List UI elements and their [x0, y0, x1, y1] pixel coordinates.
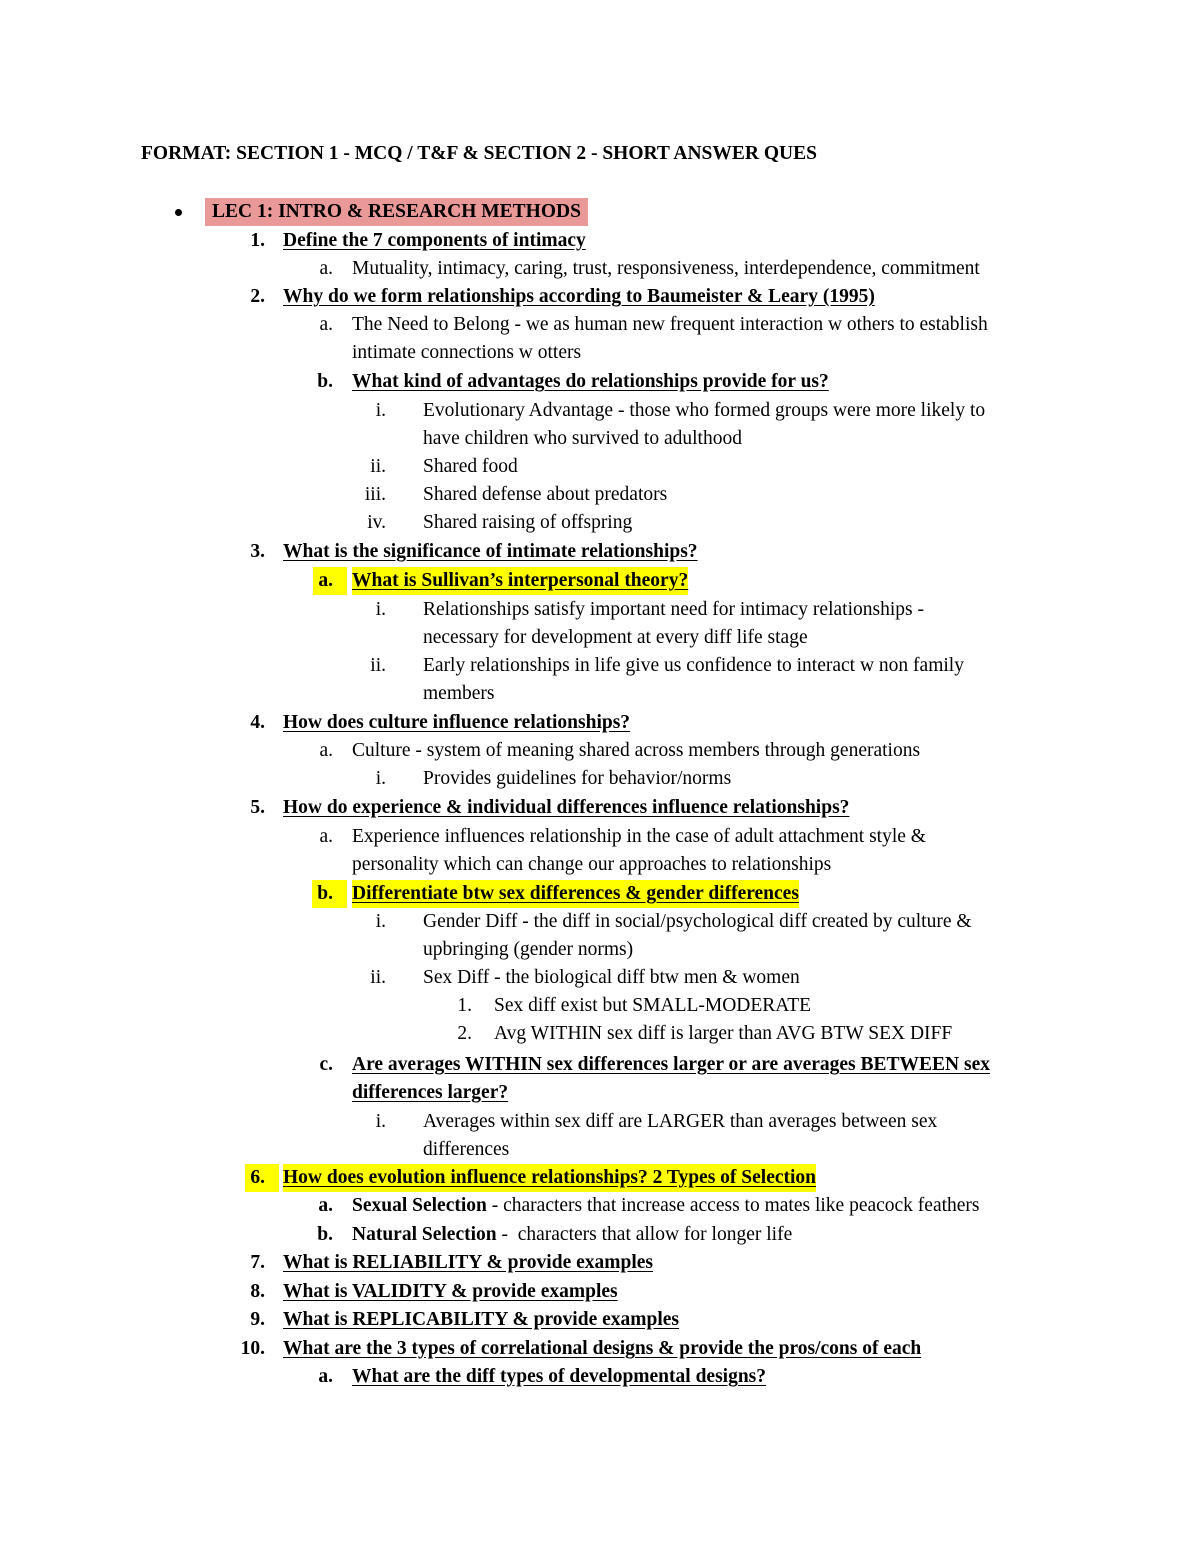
list-marker: i.	[375, 599, 386, 620]
list-marker: 10.	[240, 1338, 265, 1359]
list-marker: a.	[319, 826, 333, 847]
outline-line	[0, 255, 1200, 283]
answer-text: The Need to Belong - we as human new frequent interaction w others to establish	[352, 314, 988, 335]
list-marker: b.	[317, 371, 333, 392]
outline-line	[0, 794, 1200, 822]
outline-line	[0, 509, 1200, 537]
list-marker: a.	[318, 1366, 333, 1387]
list-marker: iii.	[364, 484, 386, 505]
answer-text: Avg WITHIN sex diff is larger than AVG BTW SEX DIFF	[494, 1023, 953, 1044]
list-marker: 9.	[250, 1309, 265, 1330]
answer-text: differences	[423, 1139, 510, 1160]
outline-line	[0, 1335, 1200, 1363]
list-marker: ii.	[370, 456, 386, 477]
list-marker: 2.	[457, 1023, 472, 1044]
list-marker: 1.	[457, 995, 472, 1016]
question-text: Differentiate btw sex differences & gender differences	[352, 880, 799, 908]
outline-line	[0, 1249, 1200, 1277]
outline-line	[0, 1051, 1200, 1079]
list-marker: iv.	[367, 512, 386, 533]
list-marker: 4.	[250, 712, 265, 733]
outline-line	[0, 1192, 1200, 1220]
list-marker: a.	[318, 1195, 333, 1216]
outline-line	[0, 709, 1200, 737]
outline-line	[0, 823, 1200, 851]
outline-line	[0, 538, 1200, 566]
list-marker: ii.	[370, 655, 386, 676]
list-marker: ii.	[370, 967, 386, 988]
outline-line	[0, 339, 1200, 367]
list-marker: a.	[319, 258, 333, 279]
outline-line	[0, 311, 1200, 339]
term-definition: - characters that allow for longer life	[496, 1224, 793, 1245]
answer-text	[352, 1221, 792, 1249]
answer-text: intimate connections w otters	[352, 342, 582, 363]
outline-line	[0, 567, 1200, 595]
format-header	[0, 140, 1200, 168]
outline-line	[0, 1164, 1200, 1192]
answer-text: Evolutionary Advantage - those who formed groups were more likely to	[423, 400, 986, 421]
question-text: Are averages WITHIN sex differences larger or are averages BETWEEN sex	[352, 1054, 990, 1075]
outline-line	[0, 368, 1200, 396]
answer-text: Gender Diff - the diff in social/psychological diff created by culture &	[423, 911, 972, 932]
question-text: What is the significance of intimate relationships?	[283, 541, 698, 562]
answer-text: Provides guidelines for behavior/norms	[423, 768, 732, 789]
outline-line	[0, 765, 1200, 793]
answer-text: members	[423, 683, 495, 704]
list-marker: b.	[317, 1224, 333, 1245]
list-marker: i.	[375, 768, 386, 789]
outline-line	[0, 596, 1200, 624]
question-text: How do experience & individual differences influence relationships?	[283, 797, 850, 818]
list-marker: a.	[319, 740, 333, 761]
outline-line	[0, 1306, 1200, 1334]
outline-line	[0, 1079, 1200, 1107]
outline-line	[0, 652, 1200, 680]
outline-line	[0, 453, 1200, 481]
answer-text: Sex diff exist but SMALL-MODERATE	[494, 995, 812, 1016]
question-text: What is Sullivan’s interpersonal theory?	[352, 567, 688, 595]
list-marker: 5.	[250, 797, 265, 818]
list-marker: i.	[375, 911, 386, 932]
list-marker: 8.	[250, 1281, 265, 1302]
list-marker: 6.	[245, 1164, 279, 1192]
question-text: differences larger?	[352, 1082, 509, 1103]
outline-line	[0, 1221, 1200, 1249]
answer-text: Shared defense about predators	[423, 484, 668, 505]
answer-text: Relationships satisfy important need for intimacy relationships -	[423, 599, 924, 620]
outline-line	[0, 880, 1200, 908]
outline-line	[0, 283, 1200, 311]
list-marker: 1.	[250, 230, 265, 251]
outline-line	[0, 481, 1200, 509]
format-header-text: FORMAT: SECTION 1 - MCQ / T&F & SECTION 2 - SHORT ANSWER QUES	[141, 143, 817, 164]
term-label: Sexual Selection	[352, 1195, 487, 1216]
question-text: Define the 7 components of intimacy	[283, 230, 586, 251]
list-marker: c.	[319, 1054, 333, 1075]
term-definition: - characters that increase access to mates like peacock feathers	[486, 1195, 980, 1216]
answer-text: Mutuality, intimacy, caring, trust, responsiveness, interdependence, commitment	[352, 258, 980, 279]
question-text: What kind of advantages do relationships provide for us?	[352, 371, 829, 392]
outline-line	[0, 1278, 1200, 1306]
answer-text: Early relationships in life give us confidence to interact w non family	[423, 655, 964, 676]
list-marker: 3.	[250, 541, 265, 562]
list-marker: b.	[312, 880, 347, 908]
outline-line	[0, 992, 1200, 1020]
outline-line	[0, 397, 1200, 425]
outline-line	[0, 737, 1200, 765]
outline-line	[0, 1108, 1200, 1136]
answer-text: necessary for development at every diff life stage	[423, 627, 808, 648]
question-text: What are the diff types of developmental designs?	[352, 1366, 767, 1387]
outline-line	[0, 227, 1200, 255]
answer-text: upbringing (gender norms)	[423, 939, 634, 960]
term-label: Natural Selection	[352, 1224, 497, 1245]
answer-text: Shared raising of offspring	[423, 512, 633, 533]
list-marker: a.	[319, 314, 333, 335]
list-marker: i.	[375, 400, 386, 421]
question-text: How does evolution influence relationships? 2 Types of Selection	[283, 1164, 816, 1192]
answer-text: Shared food	[423, 456, 518, 477]
section-title: LEC 1: INTRO & RESEARCH METHODS	[205, 198, 588, 226]
section-heading	[0, 198, 1200, 226]
answer-text: Culture - system of meaning shared across members through generations	[352, 740, 921, 761]
outline-line	[0, 1363, 1200, 1391]
answer-text: have children who survived to adulthood	[423, 428, 742, 449]
outline-line	[0, 1020, 1200, 1048]
question-text: What is RELIABILITY & provide examples	[283, 1252, 654, 1273]
answer-text: personality which can change our approaches to relationships	[352, 854, 832, 875]
list-marker: 7.	[250, 1252, 265, 1273]
answer-text: Experience influences relationship in the case of adult attachment style &	[352, 826, 926, 847]
outline-line	[0, 851, 1200, 879]
outline-line	[0, 964, 1200, 992]
outline-line	[0, 908, 1200, 936]
answer-text: Averages within sex diff are LARGER than averages between sex	[423, 1111, 938, 1132]
outline-line	[0, 624, 1200, 652]
outline-line	[0, 936, 1200, 964]
question-text: How does culture influence relationships?	[283, 712, 631, 733]
list-marker: i.	[375, 1111, 386, 1132]
answer-text: Sex Diff - the biological diff btw men & women	[423, 967, 800, 988]
question-text: Why do we form relationships according to Baumeister & Leary (1995)	[283, 286, 875, 307]
question-text: What is VALIDITY & provide examples	[283, 1281, 618, 1302]
list-marker: a.	[313, 567, 347, 595]
outline-line	[0, 1136, 1200, 1164]
outline-line	[0, 425, 1200, 453]
outline-line	[0, 680, 1200, 708]
answer-text	[352, 1192, 980, 1220]
question-text: What is REPLICABILITY & provide examples	[283, 1309, 679, 1330]
question-text: What are the 3 types of correlational designs & provide the pros/cons of each	[283, 1338, 922, 1359]
list-marker: 2.	[250, 286, 265, 307]
bullet-icon	[175, 209, 182, 216]
